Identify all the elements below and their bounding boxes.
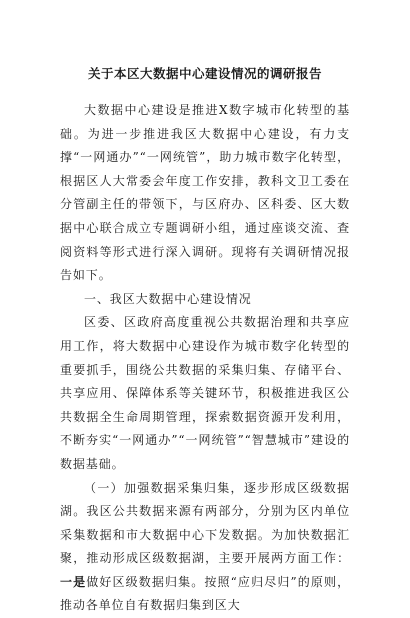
subsection-heading: （一）加强数据采集归集，逐步形成区级数据湖。 (60, 481, 350, 519)
subsection-continued-text: 做好区级数据归集。按照“应归尽归”的原则，推动各单位自有数据归集到区大 (60, 575, 350, 613)
subsection-paragraph (60, 477, 350, 618)
bold-marker-text: 一是 (60, 575, 86, 589)
subsection-body-text: 我区公共数据来源有两部分，分别为区内单位采集数据和市大数据中心下发数据。为加快数据汇聚，推动形成区级数据湖，主要开展两方面工作： (60, 504, 350, 565)
document-title: 关于本区大数据中心建设情况的调研报告 (60, 66, 350, 82)
section-heading: 一、我区大数据中心建设情况 (60, 288, 350, 312)
intro-paragraph: 大数据中心建设是推进X数字城市化转型的基础。为进一步推进我区大数据中心建设，有力支撑“一网通办”“一网统管”，助力城市数字化转型，根据区人大常委会年度工作安排，教科文卫工委在分管副主任的带领下，与区府办、区科委、区大数据中心联合成立专题调研小组，通过座谈交流、查阅资料等形式进行深入调研。现将有关调研情况报告如下。 (60, 99, 350, 288)
section-body-paragraph: 区委、区政府高度重视公共数据治理和共享应用工作，将大数据中心建设作为城市数字化转型的重要抓手，围绕公共数据的采集归集、存储平台、共享应用、保障体系等关键环节，积极推进我区公共数据全生命周期管理，探索数据资源开发利用，不断夯实“一网通办”“一网统管”“智慧城市”建设的数据基础。 (60, 311, 350, 476)
